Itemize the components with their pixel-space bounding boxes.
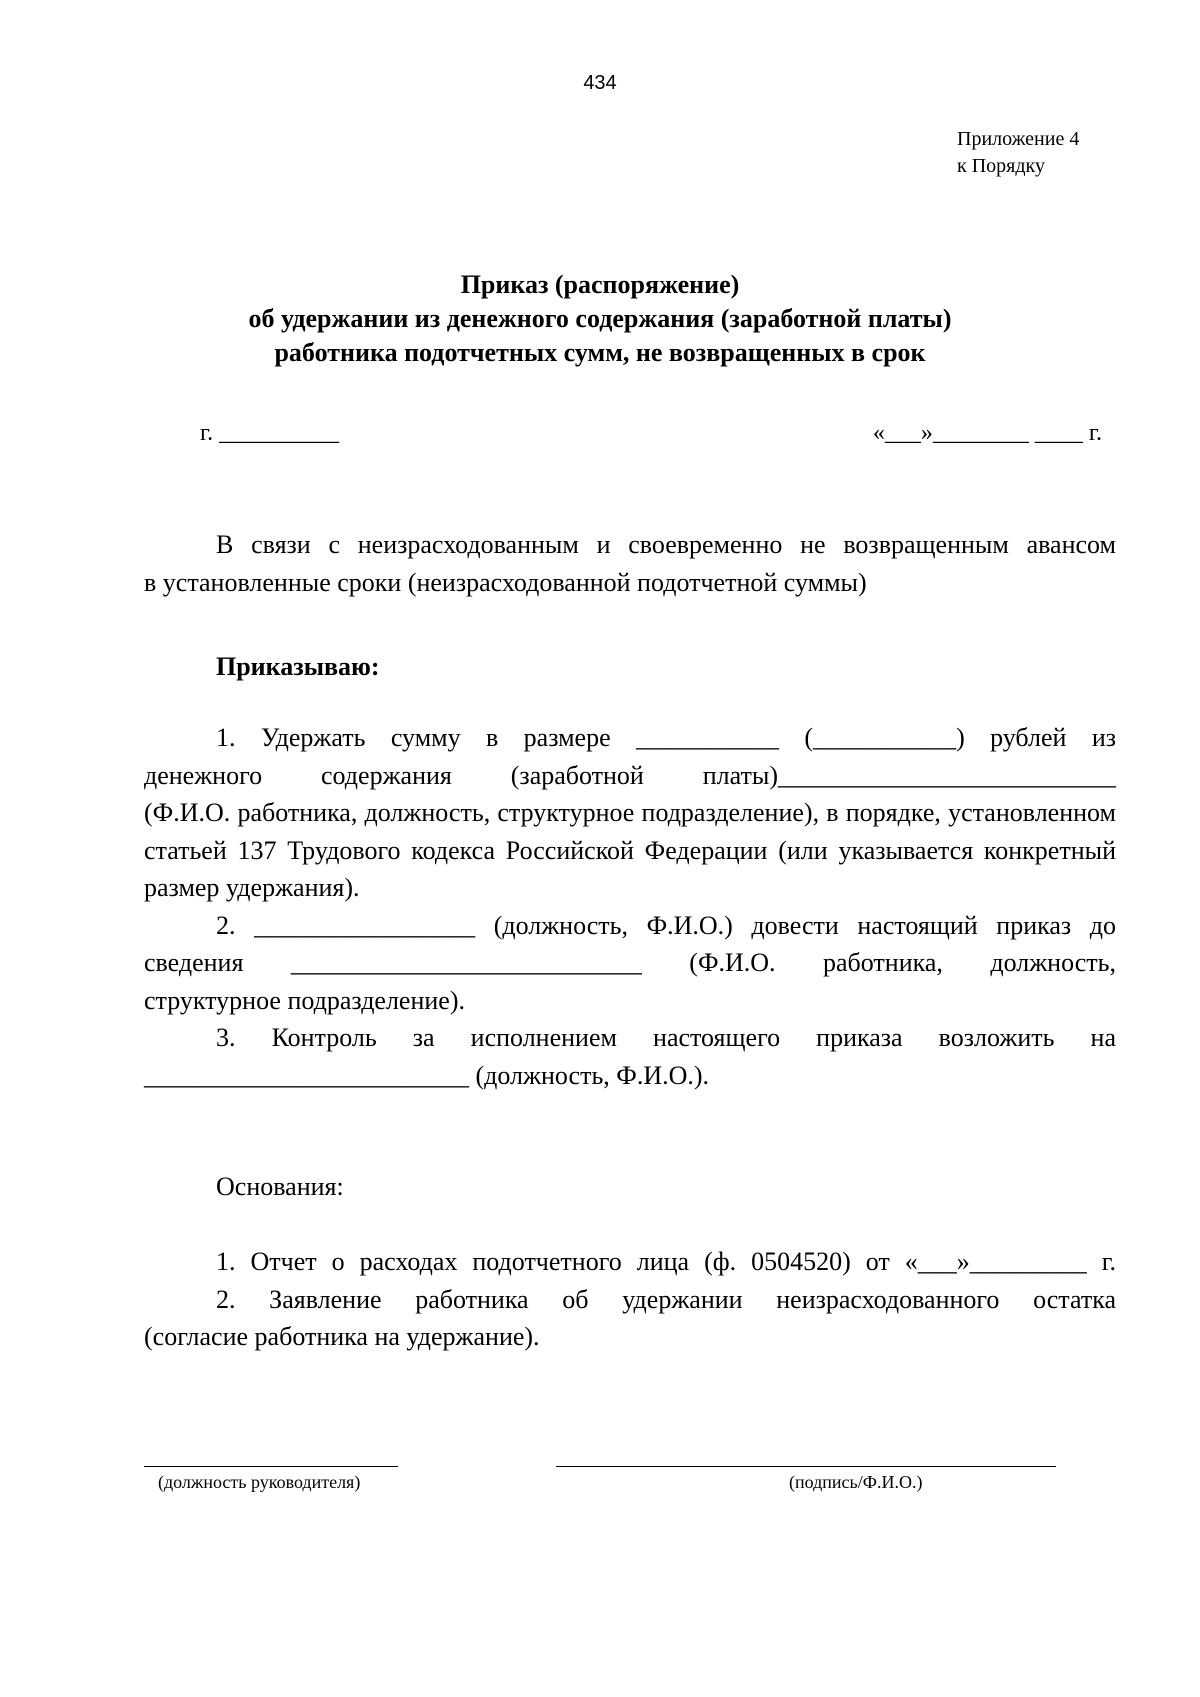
ground-1: 1. Отчет о расходах подотчетного лица (ф. 0504520) от «___»_________ г. <box>216 1247 1116 1276</box>
appendix-line-1: Приложение 4 <box>957 128 1080 150</box>
place-field: г. __________ <box>200 420 340 446</box>
item-3-line-1: 3. Контроль за исполнением настоящего приказа возложить на <box>216 1023 1116 1052</box>
document-title <box>0 268 1200 370</box>
order-items <box>144 719 1116 1094</box>
intro-line-2: в установленные сроки (неизрасходованной подотчетной суммы) <box>144 567 867 597</box>
grounds-heading: Основания: <box>216 1172 344 1201</box>
grounds-list <box>144 1243 1116 1356</box>
position-signature-line <box>144 1466 398 1467</box>
date-field: «___»________ ____ г. <box>872 420 1102 446</box>
position-caption: (должность руководителя) <box>158 1472 361 1492</box>
intro-line-1: В связи с неизрасходованным и своевременно не возвращенным авансом <box>216 530 1116 559</box>
intro-paragraph <box>144 526 1116 601</box>
item-1-line-1: 1. Удержать сумму в размере ___________ (___________) рублей из <box>216 723 1116 752</box>
title-line-1: Приказ (распоряжение) <box>460 270 740 299</box>
title-line-2: об удержании из денежного содержания (заработной платы) <box>248 304 952 333</box>
ground-2-line-2: (согласие работника на удержание). <box>144 1322 540 1351</box>
signature-caption: (подпись/Ф.И.О.) <box>789 1472 923 1492</box>
item-1-rest: (Ф.И.О. работника, должность, структурное подразделение), в порядке, установленном статьей 137 Трудового кодекса Российской Федерации (или указывается конкретный размер удержания). <box>144 798 1116 902</box>
signature-line <box>556 1466 1056 1467</box>
ground-2-line-1: 2. Заявление работника об удержании неизрасходованного остатка <box>216 1284 1116 1314</box>
item-3-line-2: _________________________ (должность, Ф.И.О.). <box>144 1060 710 1090</box>
order-heading: Приказываю: <box>216 652 380 681</box>
title-line-3: работника подотчетных сумм, не возвращенных в срок <box>274 338 926 367</box>
item-1-line-2: денежного содержания (заработной платы)__________________________ <box>144 760 1116 790</box>
page-number: 434 <box>583 72 617 94</box>
appendix-reference <box>957 126 1079 180</box>
appendix-line-2: к Порядку <box>957 155 1045 177</box>
item-2-line-1: 2. _________________ (должность, Ф.И.О.) довести настоящий приказ до <box>216 910 1116 940</box>
item-2-line-3: структурное подразделение). <box>144 985 466 1015</box>
item-2-line-2: сведения ___________________________ (Ф.И.О. работника, должность, <box>144 948 1116 977</box>
